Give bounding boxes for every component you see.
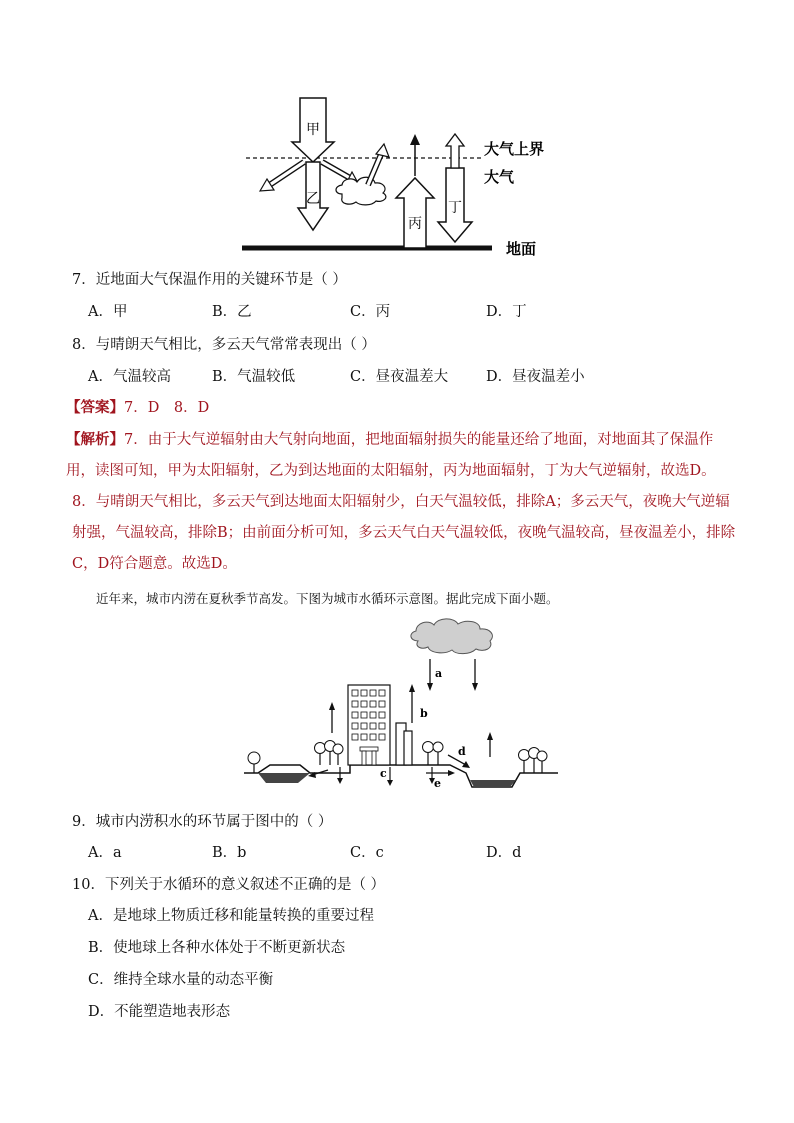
left-pond bbox=[258, 773, 310, 783]
question-9-stem: 9．城市内涝积水的环节属于图中的（ ） bbox=[72, 814, 333, 830]
question-7-stem: 7．近地面大气保温作用的关键环节是（ ） bbox=[72, 272, 347, 288]
question-10-stem: 10．下列关于水循环的意义叙述不正确的是（ ） bbox=[72, 877, 386, 893]
label-d: d bbox=[458, 745, 466, 758]
cloud-shape bbox=[336, 177, 386, 205]
question-7-option-a[interactable]: A．甲 bbox=[88, 304, 128, 320]
analysis-7 bbox=[66, 424, 742, 487]
urban-water-cycle-diagram bbox=[240, 615, 560, 795]
answer-tag: 【答案】 bbox=[66, 399, 124, 416]
trees-middle bbox=[423, 742, 444, 766]
analysis-7-text: 7．由于大气逆辐射由大气射向地面，把地面辐射损失的能量还给了地面，对地面其了保温作用，读图可知，甲为太阳辐射，乙为到达地面的太阳辐射，丙为地面辐射，丁为大气逆辐射，故选D。 bbox=[66, 432, 716, 479]
label-bing: 丙 bbox=[408, 216, 422, 232]
question-10-option-a[interactable]: A．是地球上物质迁移和能量转换的重要过程 bbox=[88, 908, 374, 924]
atmosphere-radiation-diagram bbox=[230, 90, 560, 262]
answer-line bbox=[66, 398, 209, 418]
analysis-8: 8．与晴朗天气相比，多云天气到达地面太阳辐射少，白天气温较低，排除A；多云天气，夜晚大气逆辐射强，气温较高，排除B；由前面分析可知，多云天气白天气温较低，夜晚气温较高，昼夜温差小，排除C，D符合题意。故选D。 bbox=[72, 494, 736, 572]
small-building-2 bbox=[404, 731, 412, 765]
right-pond bbox=[470, 780, 516, 787]
question-8-option-b[interactable]: B．气温较低 bbox=[212, 369, 296, 385]
question-8-option-a[interactable]: A．气温较高 bbox=[88, 369, 171, 385]
label-c: c bbox=[380, 767, 387, 780]
tall-building bbox=[348, 685, 390, 765]
label-b: b bbox=[420, 707, 428, 720]
question-8-stem: 8．与晴朗天气相比，多云天气常常表现出（ ） bbox=[72, 337, 376, 353]
label-atmosphere: 大气 bbox=[484, 168, 515, 186]
question-8-option-d[interactable]: D．昼夜温差小 bbox=[486, 369, 585, 385]
rain-cloud bbox=[411, 619, 492, 654]
question-7-option-b[interactable]: B．乙 bbox=[212, 304, 252, 320]
label-upper-boundary: 大气上界 bbox=[484, 140, 545, 158]
ding-up-small-arrow bbox=[446, 134, 464, 168]
section-intro: 近年来，城市内涝在夏秋季节高发。下图为城市水循环示意图。据此完成下面小题。 bbox=[96, 591, 559, 606]
trees-left bbox=[315, 741, 344, 766]
label-ding: 丁 bbox=[448, 200, 462, 216]
label-jia: 甲 bbox=[306, 122, 320, 138]
tree-far-left bbox=[248, 752, 260, 773]
question-9-option-c[interactable]: C．c bbox=[350, 845, 384, 861]
question-9-option-d[interactable]: D．d bbox=[486, 845, 522, 861]
label-e: e bbox=[434, 777, 441, 790]
label-yi: 乙 bbox=[306, 191, 320, 207]
question-7-option-d[interactable]: D．丁 bbox=[486, 304, 527, 320]
label-a: a bbox=[435, 667, 443, 680]
question-7-option-c[interactable]: C．丙 bbox=[350, 304, 391, 320]
trees-right bbox=[519, 748, 548, 774]
question-9-option-a[interactable]: A．a bbox=[88, 845, 122, 861]
question-10-option-b[interactable]: B．使地球上各种水体处于不断更新状态 bbox=[88, 940, 346, 956]
answer-text: 7．D 8．D bbox=[124, 400, 210, 416]
arrow-bing bbox=[396, 178, 434, 248]
label-ground: 地面 bbox=[506, 240, 537, 258]
question-8-option-c[interactable]: C．昼夜温差大 bbox=[350, 369, 449, 385]
analysis-tag: 【解析】 bbox=[66, 431, 124, 448]
question-9-option-b[interactable]: B．b bbox=[212, 845, 247, 861]
question-10-option-c[interactable]: C．维持全球水量的动态平衡 bbox=[88, 972, 274, 988]
question-10-option-d[interactable]: D．不能塑造地表形态 bbox=[88, 1004, 231, 1020]
